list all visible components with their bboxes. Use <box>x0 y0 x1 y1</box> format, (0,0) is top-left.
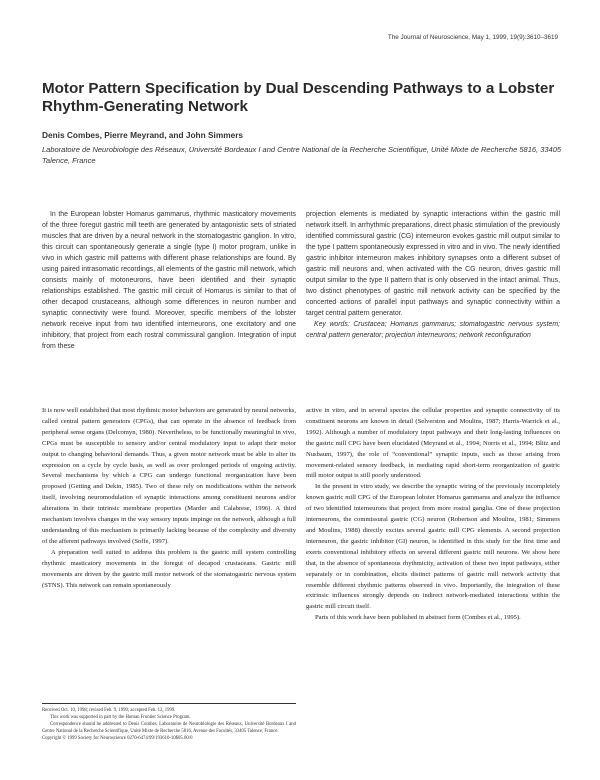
journal-header: The Journal of Neuroscience, May 1, 1999, 19(9):3610–3619 <box>387 34 558 41</box>
keywords: Key words: Crustacea; Homarus gammarus; stomatogastric nervous system; central pattern generator; projection interneurons; network reconfiguration <box>306 321 560 339</box>
abstract-right-column <box>306 209 560 341</box>
body-paragraph: A preparation well suited to address this problem is the gastric mill system controlling rhythmic masticatory movements in the foregut of decapod crustaceans. Gastric mill movements are driven by the gastric mill motor network of the stomatogastric nervous system (STNS). This network can remain spontaneously <box>42 548 296 589</box>
footnote-correspondence: Correspondence should be addressed to Denis Combes, Laboratoire de Neurobiologie des Réseaux, Université Bordeaux I and Centre National de la Recherche Scientifique, Unité Mixte de Recherche 5816, Avenue des Facultés, 33405 Talence, France. <box>42 722 296 735</box>
body-right-column <box>306 406 560 624</box>
body-paragraph: Parts of this work have been published in abstract form (Combes et al., 1995). <box>315 614 521 622</box>
article-title: Motor Pattern Specification by Dual Descending Pathways to a Lobster Rhythm-Generating Network <box>42 80 555 115</box>
footnotes <box>42 707 296 742</box>
abstract-text-continued: projection elements is mediated by synaptic interactions within the gastric mill network itself. In arrhythmic preparations, direct phasic stimulation of the previously identified commissural gastric (CG) interneuron evokes gastric mill output similar to the type I pattern spontaneously expressed in vitro and in vivo. The newly identified gastric inhibitor interneuron makes inhibitory synapses onto a different subset of gastric mill neurons and, when activated with the CG neuron, drives gastric mill output similar to the type II pattern that is only observed in the intact animal. Thus, two distinct phenotypes of gastric mill network activity can be specified by the concerted actions of parallel input pathways and synaptic connectivity within a target central pattern generator. <box>306 211 560 317</box>
body-left-column <box>42 406 296 591</box>
affiliation: Laboratoire de Neurobiologie des Réseaux, Université Bordeaux I and Centre National de la Recherche Scientifique, Unité Mixte de Recherche 5816, 33405 Talence, France <box>42 145 562 165</box>
author-list: Denis Combes, Pierre Meyrand, and John Simmers <box>42 130 244 140</box>
body-paragraph: It is now well established that most rhythmic motor behaviors are generated by neural networks, called central pattern generators (CPGs), that can operate in the absence of feedback from peripheral sense organs (Delcomyn, 1980). Nevertheless, to be functionally meaningful in vivo, CPGs must be susceptible to sensory and/or central modulatory input to adapt their motor output to changing behavioral demands. Thus, a given motor network must be able to alter its expression on a cycle by cycle basis, as well as over prolonged periods of ongoing activity. Several mechanisms by which a CPG can undergo functional reorganization have been proposed (Getting and Dekin, 1985). Two of these rely on modifications within the network itself, involving neuromodulation of synaptic interactions among constituent neurons and/or alterations in their intrinsic membrane properties (Marder and Calabrese, 1996). A third mechanism involves changes in the way sensory inputs impinge on the network, although a full understanding of this mechanism is primarily lacking because of the complexity and diversity of the afferent pathways involved (Soffe, 1997). <box>42 407 296 545</box>
abstract-left-column: In the European lobster Homarus gammarus, rhythmic masticatory movements of the three foregut gastric mill teeth are generated by antagonistic sets of striated muscles that are driven by a neural network in the stomatogastric ganglion. In vitro, this circuit can spontaneously generate a single (type I) motor program, unlike in vivo in which gastric mill patterns with different phase relationships are found. By using paired intrasomatic recordings, all elements of the gastric mill network, which consists mainly of motoneurons, have been identified and their synaptic relationships established. The gastric mill circuit of Homarus is similar to that of other decapod crustaceans, although some differences in neuron number and synaptic connectivity were found. Moreover, specific members of the lobster network receive input from two identified interneurons, one excitatory and one inhibitory, that project from each rostral commissural ganglion. Integration of input from these <box>42 211 296 350</box>
footnote-support: This work was supported in part by the Human Frontier Science Program. <box>50 715 191 721</box>
body-paragraph: In the present in vitro study, we describe the synaptic wiring of the previously incompletely known gastric mill CPG of the European lobster Homarus gammarus and analyze the influence of two identified interneurons that project from more rostral ganglia. One of these projection interneurons, the commissural gastric (CG) neuron (Robertson and Moulins, 1981; Simmers and Moulins, 1988) directly excites several gastric mill CPG elements. A second projection interneuron, the gastric inhibitor (GI) neuron, is identified in this study for the first time and exerts conventional inhibitory effects on several different gastric mill neurons. We show here that, in the absence of spontaneous rhythmicity, activation of these two input pathways, either separately or in combination, elicits distinct patterns of gastric mill network activity that resemble different rhythmic patterns observed in vivo. Importantly, the integration of these extrinsic influences strongly depends on indirect network-mediated interactions within the gastric mill circuit itself. <box>306 483 560 611</box>
footnote-divider <box>42 703 296 704</box>
body-paragraph: active in vitro, and in several species the cellular properties and synaptic connectivity of its constituent neurons are known in detail (Selverston and Moulins, 1987; Harris-Warrick et al., 1992). Although a number of modulatory input pathways and their long-lasting influences on the gastric mill CPG have been elucidated (Meyrand et al., 1994; Norris et al., 1994; Blitz and Nusbaum, 1997), the role of “conventional” synaptic inputs, such as those arising from movement-related sensory feedback, in mediating rapid short-term reorganization of gastric mill motor output is still poorly understood. <box>306 407 560 480</box>
footnote-received: Received Oct. 10, 1998; revised Feb. 9, 1999; accepted Feb. 12, 1999. <box>42 708 176 713</box>
footnote-copyright: Copyright © 1999 Society for Neuroscience 0270-6474/99/193610-10$05.00/0 <box>42 736 193 742</box>
